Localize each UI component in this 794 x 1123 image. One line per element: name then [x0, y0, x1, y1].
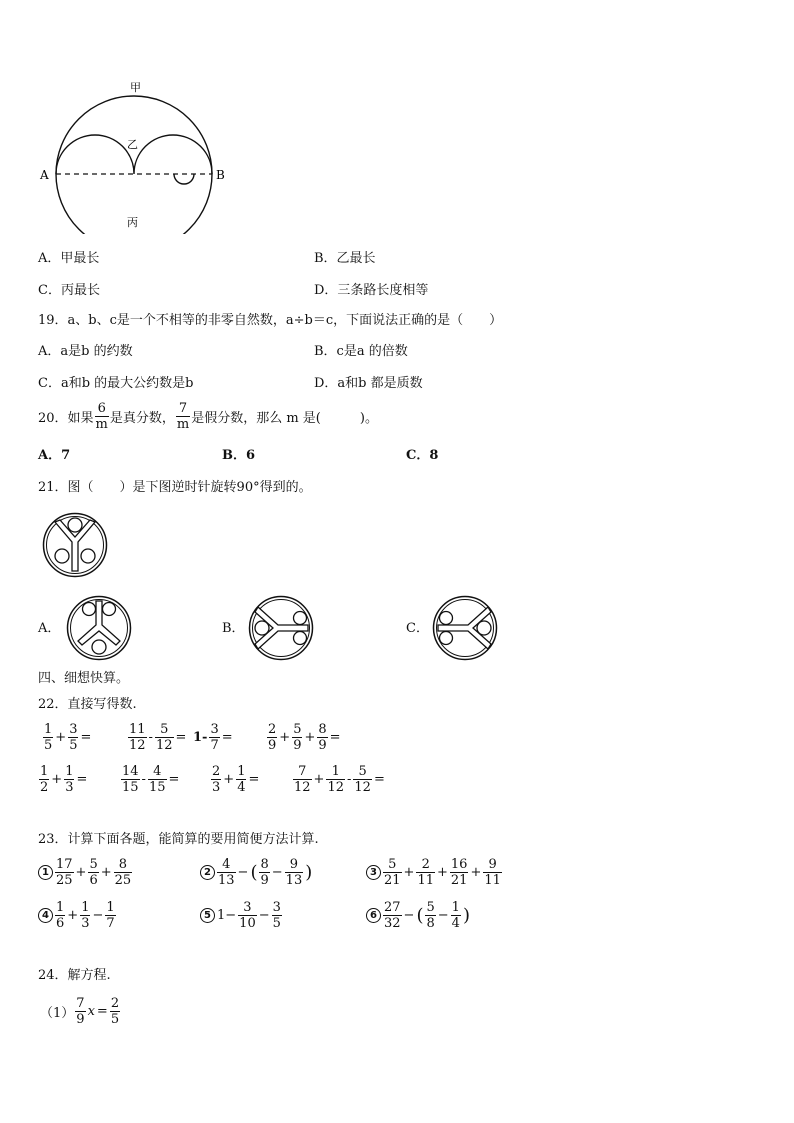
q22-r2-e4: $\frac{7}{12}$ + $\frac{1}{12}$ - $\frac{5}{12}$ =	[294, 764, 385, 795]
q24-stem: 24．解方程.	[38, 968, 111, 983]
q21-option-c-figure[interactable]	[432, 595, 498, 661]
q21-option-c[interactable]: C．	[406, 621, 429, 636]
q20-option-c[interactable]: C．8	[406, 448, 439, 463]
q21-option-b[interactable]: B．	[222, 621, 245, 636]
q20-option-a[interactable]: A．7	[38, 448, 71, 463]
q23-stem: 23．计算下面各题，能简算的要用简便方法计算.	[38, 832, 319, 847]
q18-option-b[interactable]: B．乙最长	[314, 251, 376, 266]
q20-mid2: 是假分数，那么 m 是( )。	[191, 411, 378, 426]
q23-problem-1: 1 $\frac{17}{25}$ + $\frac{5}{6}$ + $\frac{8}{25}$	[38, 857, 133, 888]
q22-r1-e4: $\frac{2}{9}$ + $\frac{5}{9}$ + $\frac{8}{9}$ =	[268, 722, 341, 753]
q22-r1-e1: $\frac{1}{5}$ + $\frac{3}{5}$ =	[44, 722, 92, 753]
label-jia: 甲	[130, 81, 141, 94]
q24-equation-1: （1） $\frac{7}{9}$ x = $\frac{2}{5}$	[40, 996, 120, 1027]
q23-problem-6: 6 $\frac{27}{32}$ − ( $\frac{5}{8}$ − $\frac{1}{4}$ )	[366, 900, 471, 931]
label-yi: 乙	[127, 138, 138, 151]
q19-option-d[interactable]: D．a和b 都是质数	[314, 376, 423, 391]
q18-option-c[interactable]: C．丙最长	[38, 283, 100, 298]
q19-option-c[interactable]: C．a和b 的最大公约数是b	[38, 376, 194, 391]
q20-option-b[interactable]: B．6	[222, 448, 256, 463]
q19-option-b[interactable]: B．c是a 的倍数	[314, 344, 408, 359]
q23-problem-2: 2 $\frac{4}{13}$ − ( $\frac{8}{9}$ − $\frac{9}{13}$ )	[200, 857, 313, 888]
q19-stem: 19．a、b、c是一个不相等的非零自然数，a÷b＝c，下面说法正确的是（ ）	[38, 313, 503, 328]
q18-option-a[interactable]: A．甲最长	[38, 251, 100, 266]
q18-option-d[interactable]: D．三条路长度相等	[314, 283, 429, 298]
q21-original-figure	[42, 512, 108, 578]
q20-frac-1: $\frac{6}{m}$	[95, 401, 108, 432]
q21-option-b-figure[interactable]	[248, 595, 314, 661]
path-figure	[34, 74, 234, 234]
q22-r1-e2: $\frac{11}{12}$ - $\frac{5}{12}$ =	[129, 722, 187, 753]
path-bing-bump	[174, 174, 194, 184]
q20-prefix: 20．如果	[38, 411, 94, 426]
q22-r2-e2: $\frac{14}{15}$ - $\frac{4}{15}$ =	[122, 764, 180, 795]
label-bing: 丙	[127, 216, 138, 229]
q21-stem: 21．图（ ）是下图逆时针旋转90°得到的。	[38, 480, 312, 495]
q21-option-a-figure[interactable]	[66, 595, 132, 661]
label-a: A	[40, 168, 49, 182]
q23-problem-3: 3 $\frac{5}{21}$ + $\frac{2}{11}$ + $\frac{16}{21}$ + $\frac{9}{11}$	[366, 857, 503, 888]
section-4-heading: 四、细想快算。	[38, 671, 130, 686]
label-b: B	[216, 168, 225, 182]
path-jia-circle	[56, 96, 212, 234]
q20-frac-2: $\frac{7}{m}$	[176, 401, 190, 432]
q22-stem: 22．直接写得数.	[38, 697, 137, 712]
q22-r2-e3: $\frac{2}{3}$ + $\frac{1}{4}$ =	[212, 764, 260, 795]
q20-mid1: 是真分数，	[109, 411, 175, 426]
q23-problem-4: 4 $\frac{1}{6}$ + $\frac{1}{3}$ − $\frac{1}{7}$	[38, 900, 117, 931]
q20-stem	[38, 401, 378, 432]
q23-problem-5: 5 1− $\frac{3}{10}$ − $\frac{3}{5}$	[200, 900, 283, 931]
q19-option-a[interactable]: A．a是b 的约数	[38, 344, 133, 359]
q22-r2-e1: $\frac{1}{2}$ + $\frac{1}{3}$ =	[40, 764, 88, 795]
q21-option-a[interactable]: A．	[38, 621, 61, 636]
q22-r1-e3: 1- $\frac{3}{7}$ =	[193, 722, 233, 753]
